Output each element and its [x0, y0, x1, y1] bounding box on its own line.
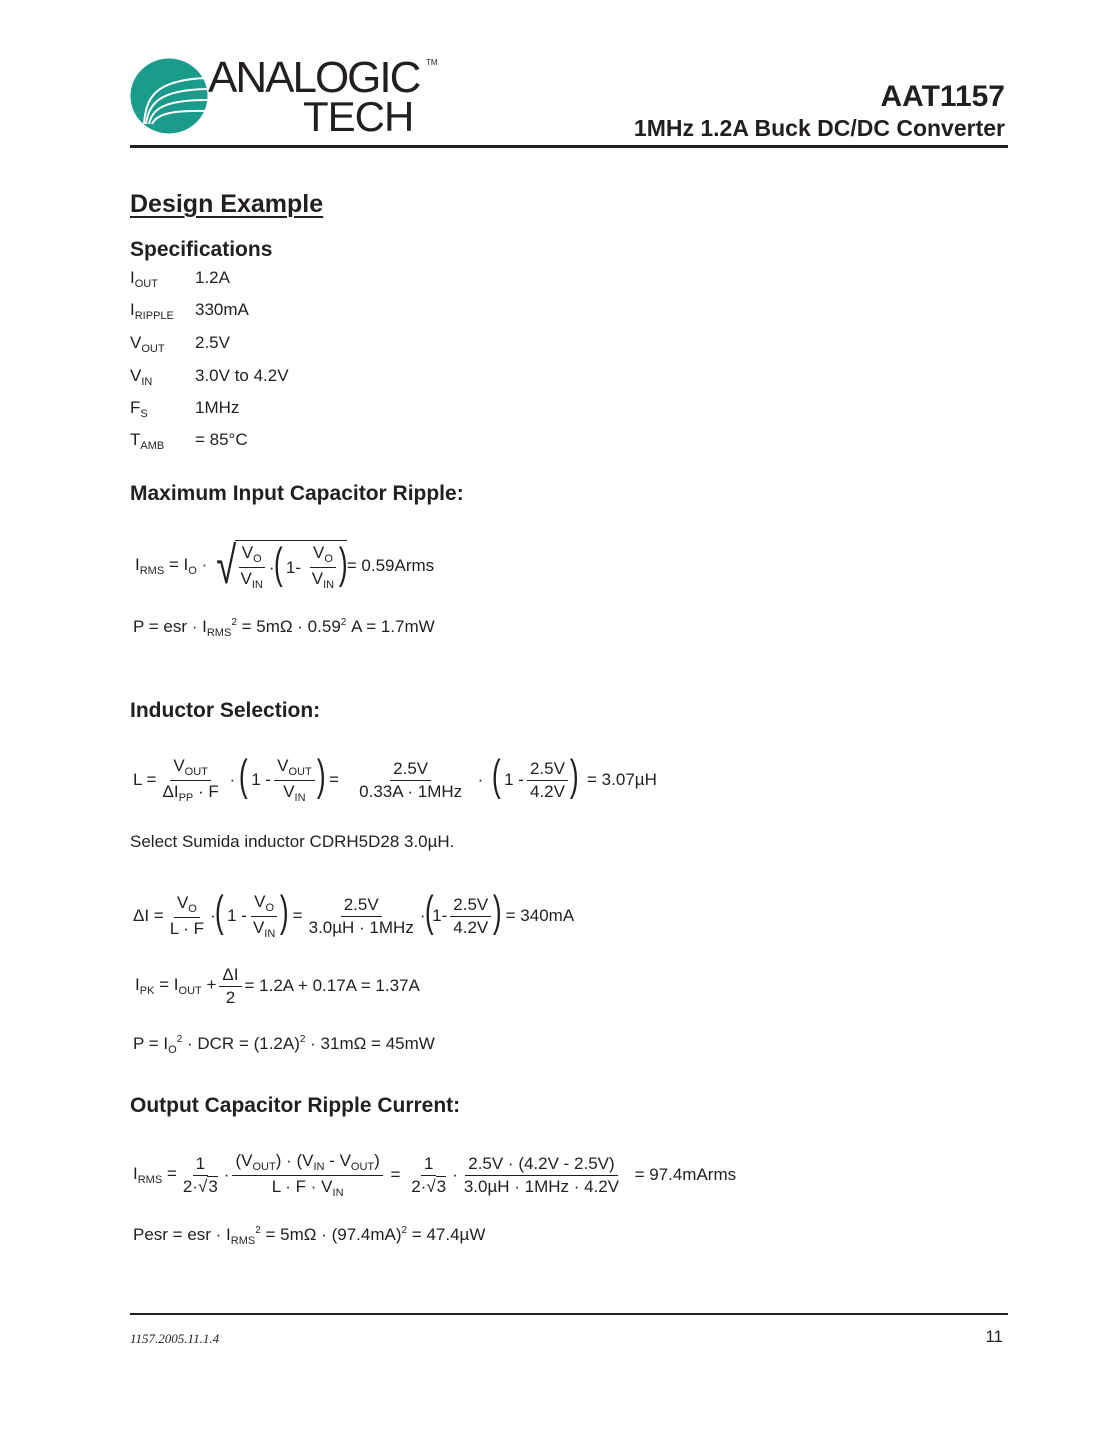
ripple-current-formula: ΔI = $\frac{V_O}{L \cdot F}$ · ( 1 - $\frac{V_O}{V_{IN}}$ ) = $\frac{2.5V}{\text{3.0µH · 1MHz}}$ · ( 1- $\frac{2.5V}{4.2V}$ ) = 340mA [133, 887, 575, 940]
spec-row: $I_{RIPPLE}$ [130, 300, 174, 322]
inductor-loss-formula: $P = I_O^2$ · DCR = $(1.2A)^2 \cdot 31m\Omega = 45mW$ [133, 1034, 435, 1056]
spec-value: 2.5V [195, 333, 230, 352]
input-cap-power-formula: P = esr · $I_{RMS}^2 = 5m\Omega \cdot 0.59^2$ A = 1.7mW [133, 617, 435, 639]
subsection-title-inductor: Inductor Selection: [130, 699, 321, 722]
section-title-design-example: Design Example [130, 190, 324, 218]
spec-value: 3.0V to 4.2V [195, 366, 289, 385]
spec-row: $T_{AMB}$ [130, 430, 165, 452]
spec-row: $F_S$ [130, 398, 148, 420]
spec-row: $I_{OUT}$ [130, 268, 158, 290]
ripple-current-result: = 340mA [505, 906, 575, 925]
spec-value: = 85°C [195, 430, 248, 449]
irms-output-formula: $I_{RMS}$ = $\frac{1}{2\cdot√3}$ · $\frac{(V_{OUT}) \cdot (V_{IN} - V_{OUT})}{L \cdot F \cdot V_{IN}}$ = $\frac{1}{2\cdot√3}$ · $\frac{2.5V \cdot (4.2V - 2.5V)}{\text{3.0µH · 1MHz · 4.2V}}$ = 97.4mArms [133, 1150, 737, 1199]
irms-output-result: = 97.4mArms [634, 1165, 737, 1184]
part-number: AAT1157 [880, 80, 1005, 113]
inductance-result: = 3.07µH [587, 770, 657, 789]
header-divider [130, 145, 1008, 148]
subsection-title-specifications: Specifications [130, 238, 273, 261]
page-number: 11 [985, 1327, 1003, 1346]
spec-row: $V_{IN}$ [130, 366, 153, 388]
spec-row: $V_{OUT}$ [130, 333, 165, 355]
brand-name-line2: TECH [303, 93, 414, 140]
part-description: 1MHz 1.2A Buck DC/DC Converter [633, 115, 1005, 141]
output-cap-power-formula: Pesr = esr · $I_{RMS}^2 = 5m\Omega \cdot (97.4mA)^2 = 47.4\mu W$ [133, 1225, 486, 1247]
subsection-title-input-capacitor: Maximum Input Capacitor Ripple: [130, 482, 464, 505]
irms-input-result: = 0.59Arms [346, 556, 435, 575]
document-code: 1157.2005.11.1.4 [130, 1331, 220, 1346]
footer-divider [130, 1313, 1008, 1315]
inductor-selection-note: Select Sumida inductor CDRH5D28 3.0µH. [130, 832, 455, 851]
brand-name-line1: ANALOGIC [208, 53, 420, 102]
peak-current-formula: $I_{PK} = I_{OUT}$ + $\frac{\Delta I}{2}$ = 1.2A + 0.17A = 1.37A [135, 964, 420, 1007]
irms-input-formula: $I_{RMS}$ = $I_O$ · √ $\frac{V_O}{V_{IN}}$ · ( 1- $\frac{V_O}{V_{IN}}$ ) = 0.59Arms [135, 537, 435, 595]
spec-value: 1MHz [195, 398, 240, 417]
analogictech-logo-icon [130, 58, 208, 134]
trademark-symbol: TM [426, 58, 438, 67]
spec-value: 330mA [195, 300, 249, 319]
inductance-formula: L = $\frac{V_{OUT}}{\Delta I_{PP} \cdot F}$ · ( 1 - $\frac{V_{OUT}}{V_{IN}}$ ) = $\frac{2.5V}{\text{0.33A · 1MHz}}$ · ( 1 - $\frac{2.5V}{4.2V}$ ) = 3.07µH [133, 751, 657, 804]
spec-value: 1.2A [195, 268, 230, 287]
subsection-title-output-capacitor: Output Capacitor Ripple Current: [130, 1094, 461, 1117]
